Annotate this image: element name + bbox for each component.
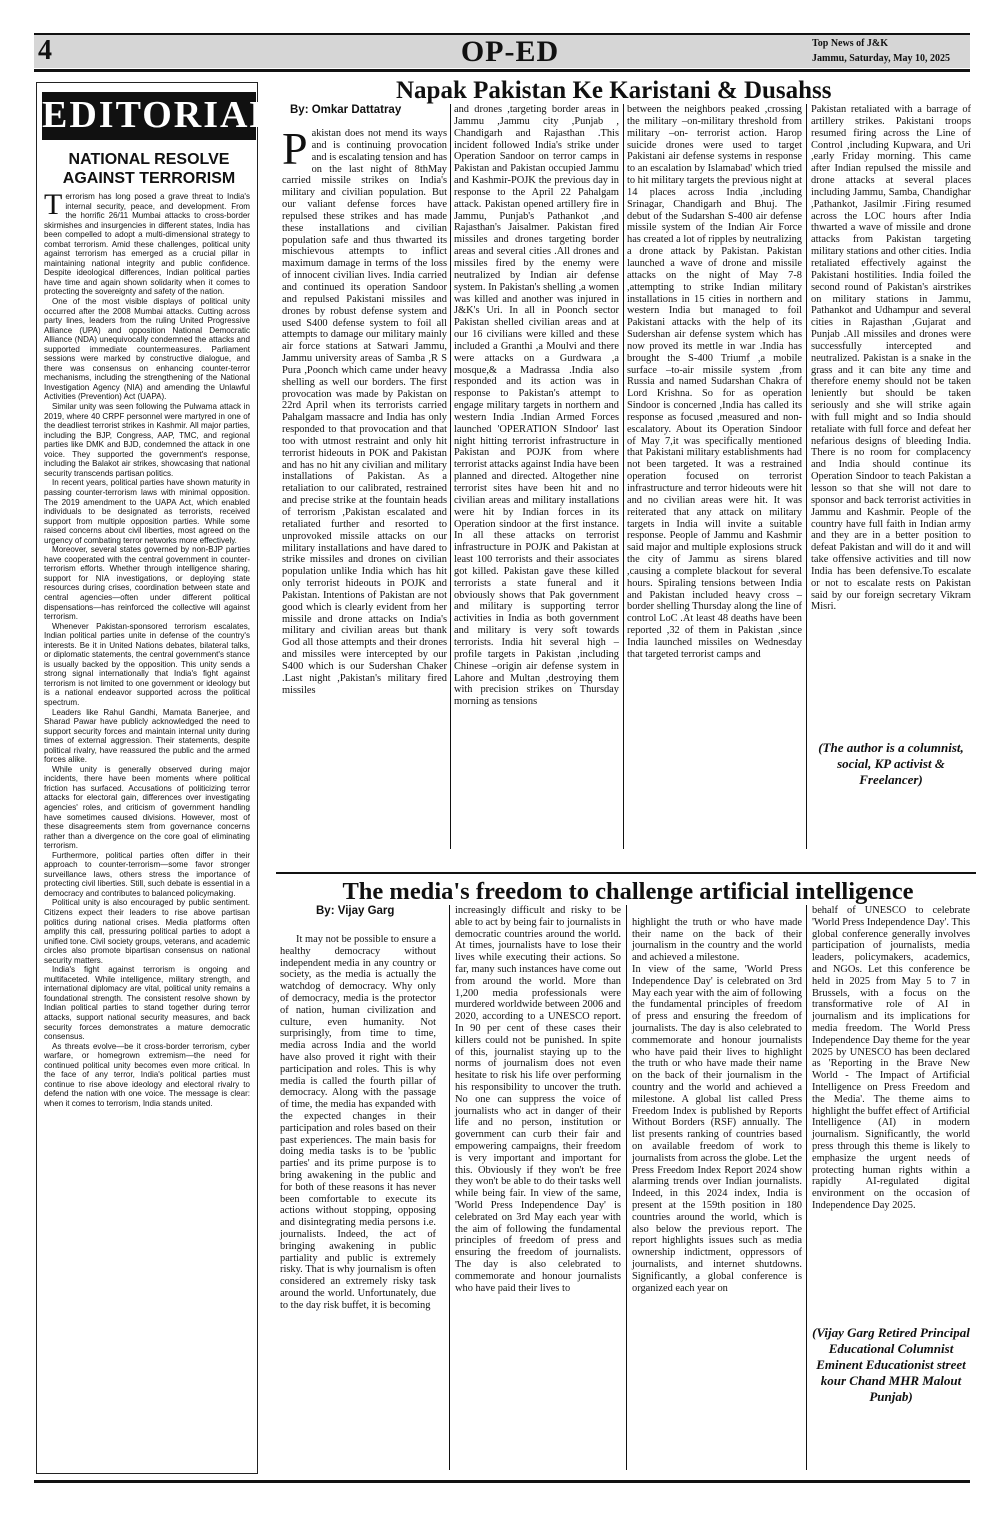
column-divider [626, 905, 627, 1470]
editorial-paragraph: Whenever Pakistan-sponsored terrorism escalates, Indian political parties unite in defense of the country's interests. Be it in United Nations debates, bilateral talks, or diplomatic statements, the central government's stance is usually backed by the opposition. This unity sends a strong signal internationally that India's fight against terrorism is not limited to one government or ideology but is a national endeavor supported across the political spectrum. [44, 621, 250, 707]
article1-column-1: Pakistan does not mend its ways and is continuing provocation and is escalating tension and has on the last night of 8thMay carried missile strikes on India's military and civilian population. But our valiant defense forces have repulsed these strikes and has made these installations and civilian population safe and thus thwarted its mischievous attempts to inflict maximum damage in terms of the loss of innocent civilian lives. India carried and continued its operation Sandoor and repulsed Pakistani missiles and drones by robust defense system and used S400 defense system to foil all attempts to damage our military mainly air force stations at Satwari Jammu, Jammu university areas of Samba ,R S Pura ,Poonch which came under heavy shelling as well our borders. The first provocation was made by Pakistan on 22rd April when its terrorists carried Pahalgam massacre and India has only responded to that provocation and that too with utmost restraint and only hit terrorist hideouts in POK and Pakistan and has no hit any civilian and military installations of Pakistan. As a retaliation to our calibrated, restrained and precise strike at the fountain heads of terrorism ,Pakistan escalated and retaliated further and resorted to unprovoked missile attacks on our military installations and have dared to strike missiles and drones on civilian population unlike India which has hit only terrorist hideouts in POJK and Pakistan. Intentions of Pakistan are not good which is clearly evident from her missile and drone attacks on India's military and civilian areas but thank God all those attempts and their drones and missiles were intercepted by our S400 which is our Sudershan Chaker .Last night ,Pakistan's military fired missiles [282, 123, 447, 696]
editorial-title: NATIONAL RESOLVE AGAINST TERRORISM [62, 151, 236, 187]
editorial-paragraph: Terrorism has long posed a grave threat to India's internal security, peace, and development. From the horrific 26/11 Mumbai attacks to cross-border skirmishes and insurgencies in different states, India has been compelled to adopt a multi-dimensional strategy to combat terrorism. Amid these challenges, political unity against terrorism has emerged as a crucial pillar in maintaining national integrity and public confidence. Despite ideological differences, Indian political parties have time and again shown solidarity when it comes to protecting the sovereignty and safety of the nation. [44, 188, 250, 297]
editorial-paragraph: In recent years, political parties have shown maturity in passing counter-terrorism laws with minimal opposition. The 2019 amendment to the UAPA Act, which enabled individuals to be designated as terrorists, received support from multiple opposition parties. While some raised concerns about civil liberties, most agreed on the urgency of combating terror networks more effectively. [44, 478, 250, 545]
header-rule-bottom [34, 69, 970, 72]
article2-column-1: It may not be possible to ensure a healthy democracy without independent media in any country or society, as the media is actually the watchdog of democracy. Why only of democracy, media is the protector of nation, human civilization and culture, even humanity. Not surprisingly, from time to time, media across India and the world have also proved it right with their participation and roles. This is why media is called the fourth pillar of democracy. Along with the passage of time, the media has expanded with the expected changes in their participation and roles based on their past experiences. The main basis for doing media tasks is to be 'public parties' and its prime purpose is to bring awakening in the public and for both of these reasons it has never been comfortable to execute its actions without stopping, opposing and disintegrating media persons i.e. journalists. Indeed, the act of bringing awakening in public partiality and public is extremely risky. That is why journalism is often considered an extremely risky task around the world. Unfortunately, due to the day risk buffet, it is becoming [280, 934, 436, 1311]
article2-author-credit: (Vijay Garg Retired Principal Educational Columnist Eminent Educationist street kour Chand MHR Malout Punjab) [812, 1325, 970, 1404]
editorial-paragraph: Leaders like Rahul Gandhi, Mamata Banerjee, and Sharad Pawar have publicly acknowledged the need to support security forces and maintain internal unity during times of external aggression. Their statements, despite political rivalry, have reassured the public and the armed forces alike. [44, 707, 250, 765]
editorial-dropcap: T [44, 188, 63, 221]
article1-headline: Napak Pakistan Ke Karistani & Dusahss [396, 77, 832, 104]
article1-author-credit: (The author is a columnist, social, KP activist & Freelancer) [818, 740, 964, 787]
article2-headline: The media's freedom to challenge artificial intelligence [342, 878, 914, 905]
column-divider [623, 104, 624, 849]
dateline: Jammu, Saturday, May 10, 2025 [812, 53, 951, 64]
editorial-paragraph: India's fight against terrorism is ongoing and multifaceted. While intelligence, military strength, and international diplomacy are vital, political unity remains a foundational strength. The consistent resolve shown by Indian political parties to stand together during terror attacks, support national security measures, and back security forces demonstrates a mature democratic consensus. [44, 965, 250, 1042]
publication-name: Top News of J&K [812, 38, 889, 49]
column-divider [449, 905, 450, 1470]
editorial-body [44, 188, 250, 1109]
page-number: 4 [38, 35, 52, 66]
editorial-paragraph: Political unity is also encouraged by public sentiment. Citizens expect their leaders to rise above partisan politics during national crises. Media platforms often amplify this call, pressuring political parties to adopt a unified tone. Civil society groups, veterans, and academic circles also promote bipartisan consensus on national security matters. [44, 898, 250, 965]
column-divider [806, 905, 807, 1470]
footer-rule [34, 1480, 970, 1483]
article1-column-4: Pakistan retaliated with a barrage of artillery strikes. Pakistani troops resumed firing across the Line of Control ,including Kupwara, and Uri ,early Friday morning. This came after Indian repulsed the missile and drone attacks at several places including Jammu, Samba, Chandighar ,Pathankot, Jasilmir .Firing resumed across the LOC hours after India thwarted a wave of missile and drone attacks from Pakistan targeting military stations and other cities. India retaliated effectively against the Pakistani hostilities. India foiled the second round of Pakistan's airstrikes on military stations in Jammu, Pathankot and Udhampur and several cities in Rajasthan ,Gujarat and Punjab .All missiles and drones were successfully intercepted and neutralized. Pakistan is a snake in the grass and it can bite any time and therefore enemy should not be taken leniently but should be taken seriously and she will strike again with full might and so India should retaliate with full force and defeat her nefarious designs of bleeding India. There is no room for complacency and India should continue its Operation Sindoor to teach Pakistan a lesson so that she will not dare to sponsor and back terrorist activities in Jammu and Kashmir. People of the country have full faith in Indian army and they are in a better position to defeat Pakistan and will do it and will take offensive activities and till now India has been defensive.To escalate or not to escalate rests on Pakistan said by our foreign secretary Vikram Misri. [811, 104, 971, 613]
editorial-paragraph: As threats evolve—be it cross-border terrorism, cyber warfare, or homegrown extremism—the need for continued political unity becomes even more critical. In the face of any terror, India's political parties must continue to rise above ideology and electoral rivalry to defend the nation with one voice. The message is clear: when it comes to terrorism, India stands united. [44, 1041, 250, 1108]
column-divider [450, 104, 451, 849]
article2-byline: By: Vijay Garg [316, 905, 395, 917]
editorial-paragraph: One of the most visible displays of political unity occurred after the 2008 Mumbai attacks. Cutting across party lines, leaders from the ruling United Progressive Alliance (UPA) and opposition National Democratic Alliance (NDA) unequivocally condemned the attacks and supported immediate countermeasures. Parliament sessions were marked by constructive dialogue, and there was consensus on enhancing counter-terror mechanisms, including the strengthening of the National Investigation Agency (NIA) and amending the Unlawful Activities (Prevention) Act (UAPA). [44, 297, 250, 402]
editorial-paragraph: Furthermore, political parties often differ in their approach to counter-terrorism—some favor stronger surveillance laws, others stress the importance of protecting civil liberties. Still, such debate is essential in a democracy and contributes to balanced policymaking. [44, 850, 250, 898]
editorial-paragraph: While unity is generally observed during major incidents, there have been moments where political friction has surfaced. Accusations of politicizing terror attacks for electoral gain, differences over investigating agencies' roles, and criticism of government handling have sometimes caused divisions. However, most of these disagreements stem from governance concerns rather than a divergence on the core goal of eliminating terrorism. [44, 764, 250, 851]
editorial-logo: EDITORIAL [42, 92, 256, 140]
article2-column-3: highlight the truth or who have made their name on the back of their journalism in the country and the world and achieved a milestone. In view of the same, 'World Press Independence Day' is celebrated on 3rd May each year with the aim of following the fundamental principles of freedom of press and ensuring the freedom of journalists. The day is also celebrated to commemorate and honour journalists who have paid their lives to highlight the truth or who have made their name on the back of their journalism in the country and the world and achieved a milestone. A global list called Press Freedom Index is published by Reports Without Borders (RSF) annually. The list presents ranking of countries based on available freedom of work to journalists from across the globe. Let the Press Freedom Index Report 2024 show alarming trends over Indian journalists. Indeed, in this 2024 index, India is present at the 159th position in 180 countries around the world, which is also below the previous report. The report highlights issues such as media ownership indictment, oppressors of journalists, and internet shutdowns. Significantly, a global conference is organized each year on [632, 916, 802, 1294]
section-divider [276, 872, 976, 874]
article2-column-4: behalf of UNESCO to celebrate 'World Press Independence Day'. This global conference generally involves participation of journalists, media leaders, policymakers, academics, and NGOs. Let this conference be held in 2025 from May 5 to 7 in Brussels, with a focus on the transformative role of AI in journalism and its implications for media freedom. The World Press Independence Day theme for the year 2025 by UNESCO has been declared as 'Reporting in the Brave New World - The Impact of Artificial Intelligence on Press Freedom and the Media'. The theme aims to highlight the buffet effect of Artificial Intelligence (AI) in modern journalism. Significantly, the world press through this theme is likely to emphasize the urgent needs of protecting human rights within a rapidly AI-regulated digital environment on the occasion of Independence Day 2025. [812, 905, 970, 1211]
editorial-paragraph: Similar unity was seen following the Pulwama attack in 2019, where 40 CRPF personnel were martyred in one of the deadliest terrorist strikes in Kashmir. All major parties, including the BJP, Congress, AAP, TMC, and regional parties like DMK and BJD, condemned the attack in one voice. They supported the government's response, including the Balakot air strikes, showcasing that national security transcends partisan politics. [44, 402, 250, 478]
article1-column-2: and drones ,targeting border areas in Jammu ,Jammu city ,Punjab , Chandigarh and Rajasthan .This incident followed India's strike under Operation Sandoor on terror camps in Pakistan and Pakistan occupied Jammu and Kashmir-POJK the previous day in response to the April 22 Pahalgam attack. Pakistan opened artillery fire in Jammu, Punjab's Pathankot ,and Rajasthan's Jaisalmer. Pakistan fired missiles and drones targeting border areas and several cities .All drones and missiles fired by the enemy were neutralized by Indian air defense system. In Pakistan's shelling ,a women was killed and another was injured in J&K's Uri. In all in Poonch sector Pakistan shelled civilian areas and at our 16 civilians were killed and these included a Granthi ,a Moulvi and there were attacks on a Gurdwara ,a mosque,& a Madrassa .India also responded and its action was in response to Pakistan's attempt to engage military targets in northern and western India .Indian Armed Forces launched 'OPERATION SIndoor' last night hitting terrorist infrastructure in Pakistan and POJK from where terrorist attacks against India have been planned and directed. Altogether nine terrorist sites have been hit and no civilian areas and military installations were hit by Indian forces in its Operation sindoor at the first instance. In all these attacks on terrorist infrastructure in POJK and Pakistan at least 100 terrorists and their associates got killed. Pakistan gave these killed terrorists a state funeral and it obviously shows that Pak government and military is supporting terror activities in India as both government and military is very soft towards terrorists. India hit several high –profile targets in Pakistan ,including Chinese –origin air defense system in Lahore and Multan ,destroying them with precision strikes on Thursday morning as tensions [454, 104, 619, 708]
section-title: OP-ED [460, 35, 560, 68]
article1-dropcap: P [282, 123, 308, 174]
column-divider [806, 104, 807, 849]
article1-column-3: between the neighbors peaked ,crossing the military –on-military threshold from military –on- terrorist action. Harop suicide drones were used to target Pakistani air defense systems in response to an escalation by Islamabad' which tried to hit military targets the previous night at 14 places across India ,including Srinagar, Chandigarh and Bhuj. The debut of the Sudarshan S-400 air defense missile system of the Indian Air Force has created a lot of ripples by neutralizing a drone attack by Pakistan. Pakistan launched a wave of drone and missile attacks on the night of May 7-8 ,attempting to strike Indian military installations in 15 cities in northern and western India but managed to foil Pakistani attacks with the help of its Sudershan air defense system which has now proved its mettle in war .India has brought the S-400 Triumf ,a mobile surface –to-air missile system ,from Russia and named Sudarshan Chakra of Lord Krishna. So for as operation Sindoor is concerned ,India has called its response as focused ,measured and non-escalatory. About its Operation Sindoor of May 7,it was specifically mentioned that Pakistani military establishments had not been targeted. It was a restrained operation focused on terrorist infrastructure and terror hideouts were hit and no civilian areas were hit. It was reiterated that any attack on military targets in India will invite a suitable response. People of Jammu and Kashmir said major and multiple explosions struck the city of Jammu as sirens blared ,causing a complete blackout for several hours. Spiraling tensions between India and Pakistan included heavy cross –border shelling Thursday along the line of control LoC .At least 48 deaths have been reported ,32 of them in Pakistan ,since India launched missiles on Wednesday that targeted terrorist camps and [627, 104, 802, 660]
editorial-paragraph: Moreover, several states governed by non-BJP parties have cooperated with the central government in counter-terrorism efforts. Whether through intelligence sharing, support for NIA investigations, or deploying state resources during crises, coordination between state and central agencies—often under different political dispensations—has reinforced the collective will against terrorism. [44, 545, 250, 622]
article2-column-2: increasingly difficult and risky to be able to act by being fair to journalists in democratic countries around the world. At times, journalists have to lose their lives while executing their actions. So far, many such instances have come out from around the world. More than 1,200 media professionals were murdered worldwide between 2006 and 2020, according to a UNESCO report. In 90 per cent of these cases their killers could not be punished. In spite of this, journalist staying up to the norms of journalism does not even hesitate to risk his life over performing his responsibility to uncover the truth. No one can suppress the voice of journalists who act in danger of their life and no person, institution or government can curb their fair and empowering campaigns, their freedom is very important and important for this. Obviously if they won't be free they won't be able to do their tasks well while being fair. In view of the same, 'World Press Independence Day' is celebrated on 3rd May each year with the aim of following the fundamental principles of freedom of press and ensuring the freedom of journalists. The day is also celebrated to commemorate and honour journalists who have paid their lives to [455, 905, 621, 1294]
article1-byline: By: Omkar Dattatray [290, 104, 402, 116]
